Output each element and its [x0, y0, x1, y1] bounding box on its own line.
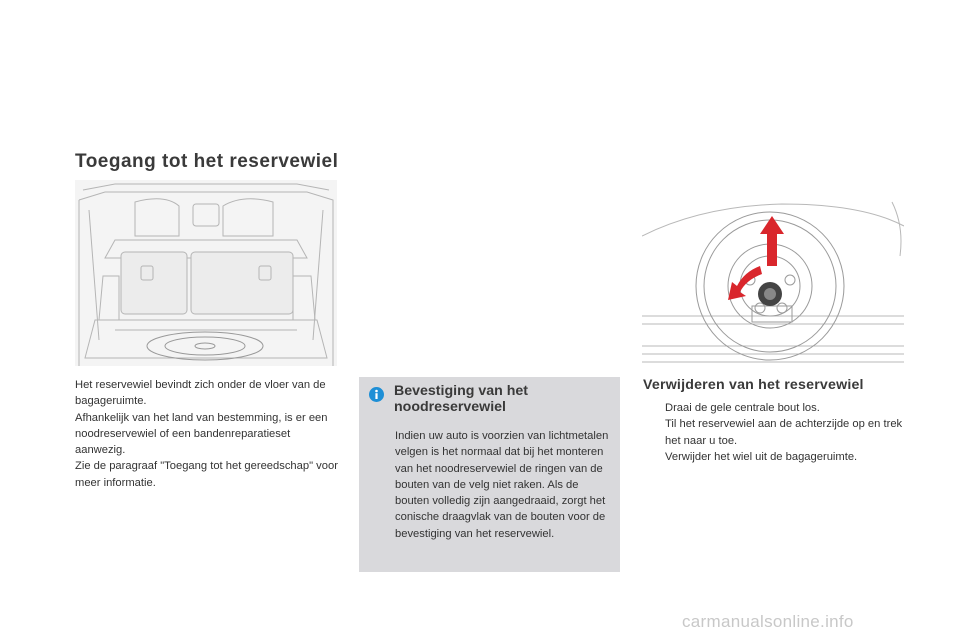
removal-steps [643, 400, 905, 465]
step-text: Verwijder het wiel uit de bagageruimte. [665, 450, 858, 463]
step-text: Draai de gele centrale bout los. [665, 402, 820, 414]
note-body: Indien uw auto is voorzien van lichtmetalen velgen is het normaal dat bij het monteren van het noodreservewiel de ringen van de bouten van de velg niet raken. Als de bouten volledig zijn aangedraaid, zorgt het conische draagvlak van de bouten voor de bevestiging van het reservewiel. [395, 430, 609, 540]
intro-paragraph: Het reservewiel bevindt zich onder de vloer van de bagageruimte. [75, 379, 326, 408]
step-item [643, 400, 905, 416]
unscrew-arrow-icon [728, 266, 762, 300]
spare-wheel-removal-illustration [642, 196, 904, 366]
removal-title: Verwijderen van het reservewiel [643, 377, 864, 393]
info-icon [369, 387, 384, 402]
lift-arrow-icon [760, 216, 784, 266]
step-item [643, 416, 905, 449]
intro-paragraph: Afhankelijk van het land van bestemming, is er een noodreservewiel of een bandenreparatieset aanwezig. [75, 411, 328, 457]
intro-text [75, 377, 341, 491]
page-title: Toegang tot het reservewiel [75, 151, 339, 172]
watermark: carmanualsonline.info [682, 612, 854, 631]
trunk-interior-illustration [75, 180, 337, 366]
step-text: Til het reservewiel aan de achterzijde op en trek het naar u toe. [665, 418, 903, 447]
note-box [359, 377, 620, 572]
step-item [643, 449, 905, 465]
note-title: Bevestiging van het noodreservewiel [394, 383, 529, 415]
intro-paragraph: Zie de paragraaf "Toegang tot het gereedschap" voor meer informatie. [75, 460, 338, 489]
